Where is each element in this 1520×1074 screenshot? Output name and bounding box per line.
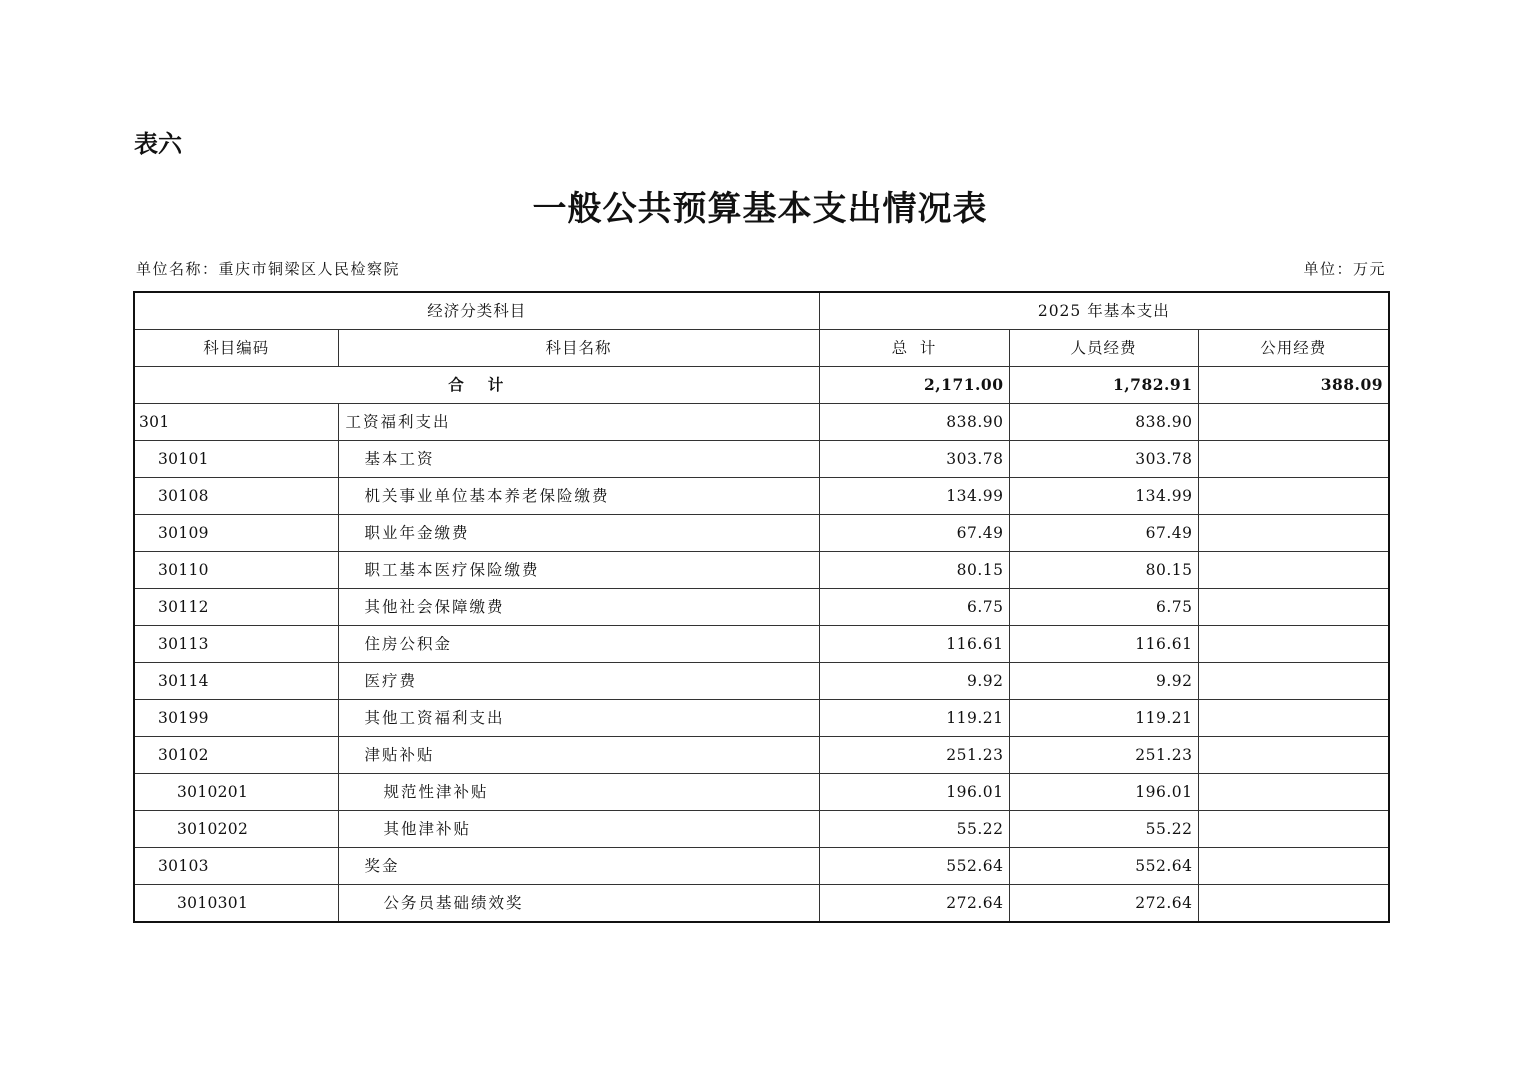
subject-name-cell: 其他津补贴	[338, 811, 819, 848]
subject-code-cell: 3010202	[134, 811, 338, 848]
personnel-cell: 196.01	[1009, 774, 1198, 811]
personnel-cell: 119.21	[1009, 700, 1198, 737]
subject-name-cell: 机关事业单位基本养老保险缴费	[338, 478, 819, 515]
header-personnel-expense: 人员经费	[1009, 330, 1198, 367]
table-row	[134, 404, 1389, 441]
total-cell: 251.23	[819, 737, 1009, 774]
total-label-char-1: 合	[448, 376, 466, 394]
total-cell: 55.22	[819, 811, 1009, 848]
public-cell	[1198, 774, 1389, 811]
table-label: 表六	[134, 130, 182, 158]
total-cell: 80.15	[819, 552, 1009, 589]
subject-code-cell: 30112	[134, 589, 338, 626]
public-cell	[1198, 700, 1389, 737]
table-row	[134, 848, 1389, 885]
public-cell	[1198, 478, 1389, 515]
total-label	[134, 367, 819, 404]
total-row	[134, 367, 1389, 404]
subject-code-cell: 30109	[134, 515, 338, 552]
header-basic-expenditure-year: 2025 年基本支出	[819, 292, 1389, 330]
public-cell	[1198, 589, 1389, 626]
public-cell	[1198, 441, 1389, 478]
header-group-row	[134, 292, 1389, 330]
header-subject-code: 科目编码	[134, 330, 338, 367]
total-cell: 303.78	[819, 441, 1009, 478]
subject-code-cell: 30114	[134, 663, 338, 700]
subject-code-cell: 30101	[134, 441, 338, 478]
subject-name-cell: 其他社会保障缴费	[338, 589, 819, 626]
public-cell	[1198, 737, 1389, 774]
total-cell: 119.21	[819, 700, 1009, 737]
total-cell: 838.90	[819, 404, 1009, 441]
subject-code-cell: 3010201	[134, 774, 338, 811]
subject-name-cell: 规范性津补贴	[338, 774, 819, 811]
public-cell	[1198, 848, 1389, 885]
header-economic-classification: 经济分类科目	[134, 292, 819, 330]
subject-code-cell: 301	[134, 404, 338, 441]
public-cell	[1198, 404, 1389, 441]
table-row	[134, 885, 1389, 923]
total-cell: 552.64	[819, 848, 1009, 885]
public-cell	[1198, 552, 1389, 589]
table-row	[134, 774, 1389, 811]
personnel-cell: 6.75	[1009, 589, 1198, 626]
personnel-cell: 303.78	[1009, 441, 1198, 478]
subject-name-cell: 津贴补贴	[338, 737, 819, 774]
subject-name-cell: 奖金	[338, 848, 819, 885]
header-public-expense: 公用经费	[1198, 330, 1389, 367]
table-row	[134, 441, 1389, 478]
personnel-cell: 67.49	[1009, 515, 1198, 552]
table-row	[134, 515, 1389, 552]
public-cell	[1198, 515, 1389, 552]
subject-name-cell: 公务员基础绩效奖	[338, 885, 819, 923]
total-cell: 67.49	[819, 515, 1009, 552]
subject-code-cell: 30102	[134, 737, 338, 774]
personnel-cell: 116.61	[1009, 626, 1198, 663]
total-cell: 196.01	[819, 774, 1009, 811]
personnel-cell: 55.22	[1009, 811, 1198, 848]
unit-name: 单位名称：重庆市铜梁区人民检察院	[136, 260, 401, 278]
public-cell	[1198, 885, 1389, 923]
total-public: 388.09	[1198, 367, 1389, 404]
table-row	[134, 552, 1389, 589]
subject-name-cell: 职业年金缴费	[338, 515, 819, 552]
subject-code-cell: 30113	[134, 626, 338, 663]
table-row	[134, 589, 1389, 626]
public-cell	[1198, 626, 1389, 663]
total-sum: 2,171.00	[819, 367, 1009, 404]
subject-code-cell: 30110	[134, 552, 338, 589]
personnel-cell: 9.92	[1009, 663, 1198, 700]
personnel-cell: 552.64	[1009, 848, 1198, 885]
subject-name-cell: 医疗费	[338, 663, 819, 700]
budget-table	[133, 291, 1390, 923]
subject-name-cell: 住房公积金	[338, 626, 819, 663]
table-row	[134, 478, 1389, 515]
table-row	[134, 811, 1389, 848]
subject-name-cell: 其他工资福利支出	[338, 700, 819, 737]
header-subject-name: 科目名称	[338, 330, 819, 367]
personnel-cell: 80.15	[1009, 552, 1198, 589]
subject-code-cell: 3010301	[134, 885, 338, 923]
subject-code-cell: 30108	[134, 478, 338, 515]
personnel-cell: 838.90	[1009, 404, 1198, 441]
total-cell: 116.61	[819, 626, 1009, 663]
total-label-char-2: 计	[487, 376, 506, 394]
subject-code-cell: 30199	[134, 700, 338, 737]
table-row	[134, 626, 1389, 663]
table-row	[134, 737, 1389, 774]
total-cell: 134.99	[819, 478, 1009, 515]
public-cell	[1198, 663, 1389, 700]
subject-code-cell: 30103	[134, 848, 338, 885]
total-cell: 272.64	[819, 885, 1009, 923]
header-total: 总 计	[819, 330, 1009, 367]
subject-name-cell: 基本工资	[338, 441, 819, 478]
subject-name-cell: 工资福利支出	[338, 404, 819, 441]
total-personnel: 1,782.91	[1009, 367, 1198, 404]
total-cell: 9.92	[819, 663, 1009, 700]
subject-name-cell: 职工基本医疗保险缴费	[338, 552, 819, 589]
currency-unit: 单位：万元	[1303, 260, 1386, 278]
personnel-cell: 272.64	[1009, 885, 1198, 923]
header-column-row	[134, 330, 1389, 367]
public-cell	[1198, 811, 1389, 848]
total-cell: 6.75	[819, 589, 1009, 626]
personnel-cell: 134.99	[1009, 478, 1198, 515]
document-title: 一般公共预算基本支出情况表	[532, 189, 988, 229]
table-row	[134, 700, 1389, 737]
table-row	[134, 663, 1389, 700]
personnel-cell: 251.23	[1009, 737, 1198, 774]
